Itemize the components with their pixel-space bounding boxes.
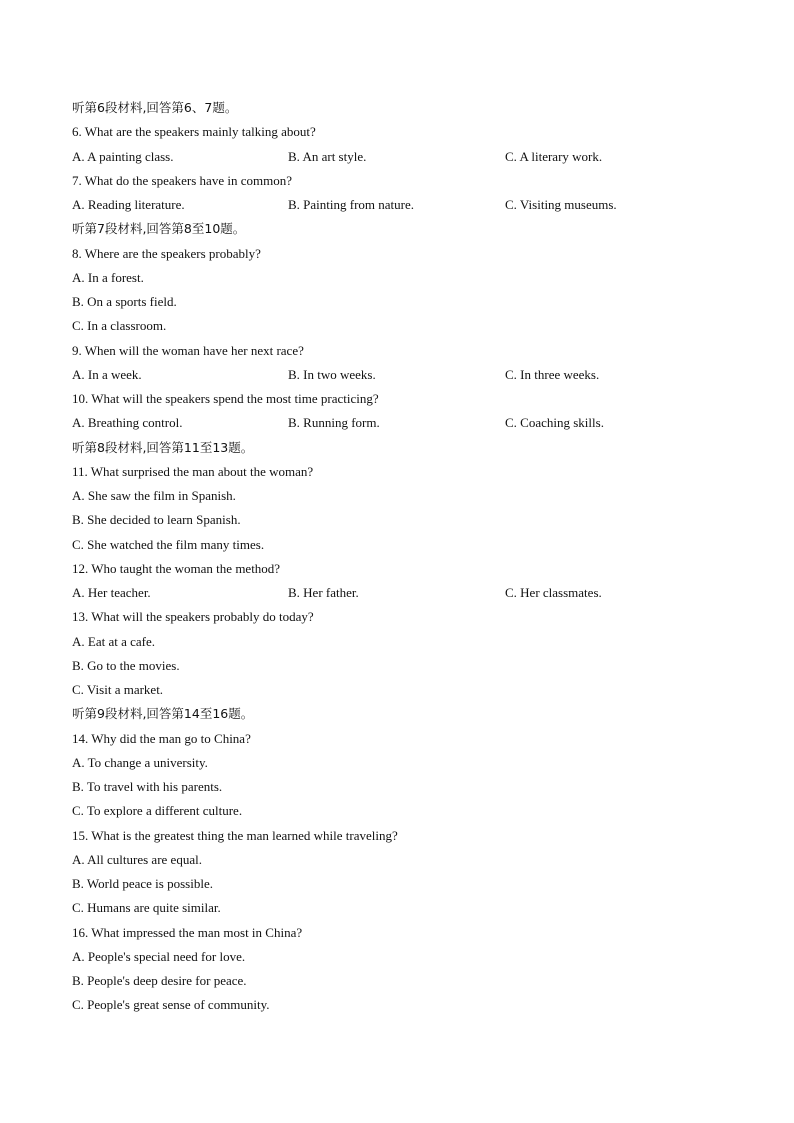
question-text: 13. What will the speakers probably do today? <box>72 609 314 625</box>
option-c: C. Humans are quite similar. <box>72 900 221 916</box>
option-a: A. She saw the film in Spanish. <box>72 488 236 503</box>
options-row <box>72 363 732 387</box>
option-a: A. Eat at a cafe. <box>72 633 156 649</box>
option-b: B. Painting from nature. <box>288 197 415 212</box>
section-header: 听第7段材料,回答第8至10题。 <box>72 221 246 237</box>
question-text: 9. When will the woman have her next race? <box>72 342 304 358</box>
option-b: B. She decided to learn Spanish. <box>72 512 241 528</box>
option-b: B. People's deep desire for peace. <box>72 973 247 988</box>
option-c: C. To explore a different culture. <box>72 803 243 819</box>
option-c: C. Coaching skills. <box>505 415 604 431</box>
option-c: C. A literary work. <box>505 148 603 164</box>
option-a: A. In a week. <box>72 366 142 382</box>
option-a: A. A painting class. <box>72 148 174 164</box>
options-row <box>72 193 732 217</box>
question-text: 16. What impressed the man most in China? <box>72 924 303 940</box>
option-b: B. In two weeks. <box>288 366 376 382</box>
option-b: B. Go to the movies. <box>72 657 180 673</box>
options-row <box>72 411 732 435</box>
section-header: 听第9段材料,回答第14至16题。 <box>72 706 254 722</box>
option-b: B. World peace is possible. <box>72 876 213 891</box>
option-a: A. Her teacher. <box>72 585 151 600</box>
question-text: 11. What surprised the man about the woman? <box>72 463 314 479</box>
question-text: 7. What do the speakers have in common? <box>72 172 292 188</box>
exam-page <box>72 96 732 1018</box>
options-row <box>72 581 732 605</box>
question-text: 10. What will the speakers spend the most time practicing? <box>72 391 379 406</box>
option-c: C. In three weeks. <box>505 366 600 382</box>
option-a: A. In a forest. <box>72 269 144 285</box>
option-a: A. To change a university. <box>72 754 208 770</box>
option-a: A. Breathing control. <box>72 415 183 431</box>
option-a: A. People's special need for love. <box>72 948 246 964</box>
question-text: 6. What are the speakers mainly talking about? <box>72 124 316 140</box>
option-a: A. Reading literature. <box>72 197 185 212</box>
option-b: B. To travel with his parents. <box>72 779 223 794</box>
option-c: C. Visit a market. <box>72 682 164 697</box>
question-text: 12. Who taught the woman the method? <box>72 560 281 576</box>
section-header: 听第6段材料,回答第6、7题。 <box>72 100 238 115</box>
option-b: B. Her father. <box>288 585 359 600</box>
option-b: B. Running form. <box>288 415 380 431</box>
question-text: 14. Why did the man go to China? <box>72 730 251 746</box>
section-header: 听第8段材料,回答第11至13题。 <box>72 439 254 455</box>
option-a: A. All cultures are equal. <box>72 851 202 867</box>
option-b: B. On a sports field. <box>72 294 177 309</box>
option-c: C. Her classmates. <box>505 585 602 600</box>
option-c: C. Visiting museums. <box>505 197 617 212</box>
option-c: C. She watched the film many times. <box>72 536 265 552</box>
question-text: 15. What is the greatest thing the man learned while traveling? <box>72 827 398 843</box>
option-c: C. In a classroom. <box>72 318 167 334</box>
options-row <box>72 145 732 169</box>
question-text: 8. Where are the speakers probably? <box>72 245 261 261</box>
option-b: B. An art style. <box>288 148 367 164</box>
option-c: C. People's great sense of community. <box>72 997 270 1013</box>
